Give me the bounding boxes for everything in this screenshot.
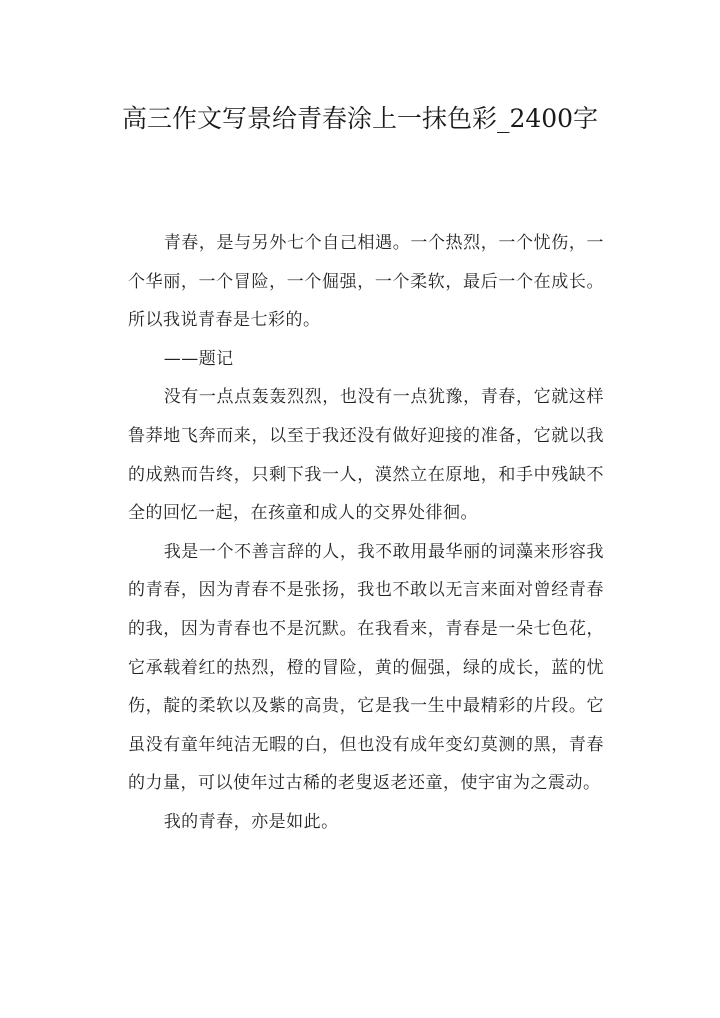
document-body: [128, 224, 604, 842]
paragraph-epigraph-source: ——题记: [163, 348, 234, 369]
paragraph-intro: 青春，是与另外七个自己相遇。一个热烈，一个忧伤，一个华丽，一个冒险，一个倔强，一个柔软，最后一个在成长。所以我说青春是七彩的。: [128, 233, 604, 331]
paragraph-body-2: 我是一个不善言辞的人，我不敢用最华丽的词藻来形容我的青春，因为青春不是张扬，我也不敢以无言来面对曾经青春的我，因为青春也不是沉默。在我看来，青春是一朵七色花，它承载着红的热烈，橙的冒险，黄的倔强，绿的成长，蓝的忧伤，靛的柔软以及紫的高贵，它是我一生中最精彩的片段。它虽没有童年纯洁无暇的白，但也没有成年变幻莫测的黑，青春的力量，可以使年过古稀的老叟返老还童，使宇宙为之震动。: [128, 541, 604, 794]
document-title: 高三作文写景给青春涂上一抹色彩_2400字: [121, 104, 599, 133]
paragraph-body-1: 没有一点点轰轰烈烈，也没有一点犹豫，青春，它就这样鲁莽地飞奔而来，以至于我还没有做好迎接的准备，它就以我的成熟而告终，只剩下我一人，漠然立在原地，和手中残缺不全的回忆一起，在孩童和成人的交界处徘徊。: [128, 387, 604, 524]
paragraph-body-3: 我的青春，亦是如此。: [163, 811, 339, 832]
